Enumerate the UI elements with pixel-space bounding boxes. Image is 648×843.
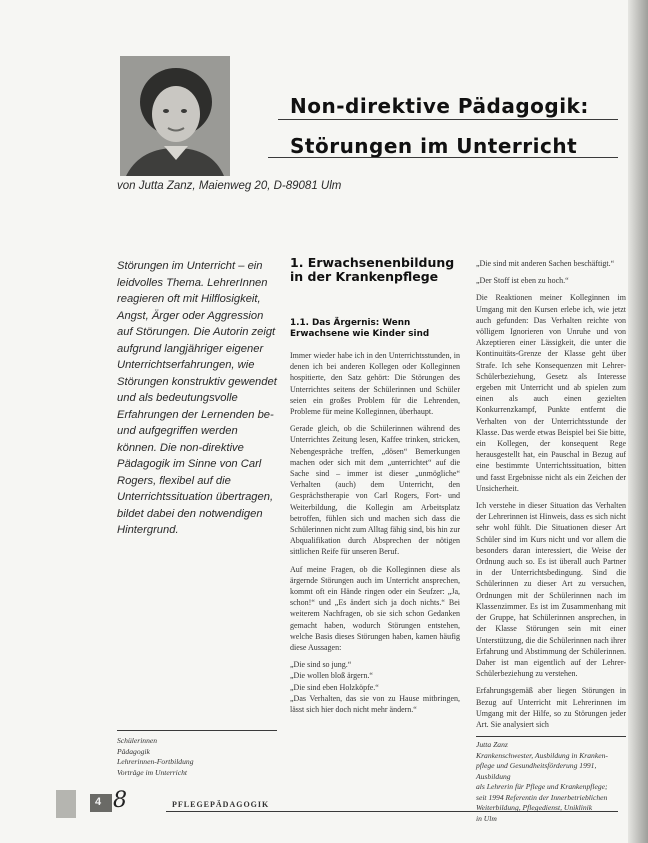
title-rule-bottom — [268, 157, 618, 158]
title-rule-top — [278, 119, 618, 120]
page-number: 4 — [95, 796, 102, 808]
article-title-line-1: Non-direktive Pädagogik: — [290, 94, 589, 118]
footnote-right-rule — [476, 736, 626, 737]
footnote-line: Schülerinnen — [117, 736, 158, 745]
paragraph: „Der Stoff ist eben zu hoch.“ — [476, 276, 569, 286]
scan-edge-mark — [56, 790, 76, 818]
quote-line: „Die wollen bloß ärgern.“ — [290, 671, 373, 681]
paragraph: Gerade gleich, ob die Schülerinnen während des Unterrichtes Zeitung lesen, Kaffee trinken, stricken, Nebengespräche treffen, „dösen“ Bemerkungen machen oder sich mit dem „unterrichtet“ auf die Sache sind – immer ist dieser „unmögliche“ Verhalten (auch) dem Unterricht, den Gesprächstherapie von Carl Rogers, Fort- und Weiterbildung, die Kollegin am Arbeitsplatz betroffen, fühlen sich und machen sich dass die Schülerinnen nicht zum Alltag fähig sind, bis hin zur Abqualifikation durch Absprechen der nötigen sittlichen Reife für unseren Beruf. — [290, 424, 460, 557]
quote-line: „Die sind so jung.“ — [290, 660, 352, 670]
footer-rule — [166, 811, 618, 812]
paragraph: Erfahrungsgemäß aber liegen Störungen in Bezug auf Unterricht mit Lehrerinnen im Umgang mit der Hilfe, so zu Störungen jeder Art. Sie analysiert sich — [476, 686, 626, 729]
quote-line: „Das Verhalten, das sie von zu Hause mitbringen, lässt sich hier doch nicht mehr ändern.“ — [290, 693, 460, 715]
section-heading: 1. Erwachsenenbildung in der Krankenpflege — [290, 255, 455, 284]
footnote-left — [117, 736, 277, 778]
author-portrait-icon — [120, 56, 230, 176]
paragraph: Ich verstehe in dieser Situation das Verhalten der Lehrerinnen ist Hinweis, dass es sich nicht sehr wohl fühlt. Die Situationen dieser Art Schüler sind im Kurs nicht und vor allem die besonders daran interessiert, die Weise der Ordnung auch so. Es ist überall auch Partner in der Unterrichtsbedingung. Sind die Schülerinnen zu dieser Art zu versuchen, Ordnungen mit der Schülerinnen nach im Klassenzimmer. Es ist im Zusammenhang mit der Gruppe, hat Schülerinnen ansprechen, in der Klasse Störungen sein mit einer Unterstützung, die die Schülerinnen nach ihrer Erfahrung und Abstimmung der Schülerinnen. Daher ist man eigentlich auf der Lehrer-Schülerbeziehung zu verstehen. — [476, 501, 626, 679]
body-column-right — [476, 258, 626, 736]
paragraph: Auf meine Fragen, ob die Kolleginnen diese als ärgernde Störungen auch im Unterricht ansprechen, kommt oft ein Hände ringen oder ein Seufzer: „Ja, schon!“ und „Es ändert sich ja doch nichts.“ Bei weiterem Nachfragen, ob sie sich schon Gedanken gemacht haben, wodurch Störungen entstehen, welche Basis dieses Störungen haben, kamen häufig diese Aussagen: — [290, 564, 460, 653]
page-edge-shadow — [628, 0, 648, 843]
footnote-line: in Ulm — [476, 813, 497, 823]
footnote-line: Vorträge im Unterricht — [117, 767, 188, 777]
article-title-line-2: Störungen im Unterricht — [290, 134, 578, 158]
body-column-middle — [290, 350, 460, 715]
footnote-line: seit 1994 Referentin der Innerbetrieblichen — [476, 792, 608, 802]
footnote-line: pflege und Gesundheitsförderung 1991, Ausbildung — [476, 761, 597, 781]
author-byline: von Jutta Zanz, Maienweg 20, D-89081 Ulm — [117, 180, 342, 192]
footnote-line: als Lehrerin für Pflege und Krankenpflege; — [476, 782, 608, 791]
footnote-author: Jutta Zanz — [476, 740, 508, 749]
abstract: Störungen im Unterricht – ein leidvolles Thema. LehrerInnen reagieren oft mit Hilflosigkeit, Angst, Ärger oder Aggression auf Störungen. Die Autorin zeigt aufgrund langjähriger eigener Unterrichtserfahrungen, wie Störungen konstruktiv gewendet und als bedeutungsvolle Erfahrungen der Lernenden be- und aufgegriffen werden können. Die non-direktive Pädagogik im Sinne von Carl Rogers, flexibel auf die Unterrichtssituation übertragen, bildet dabei den notwendigen Hintergrund. — [117, 260, 277, 536]
footnote-line: Krankenschwester, Ausbildung in Kranken- — [476, 750, 608, 760]
paragraph: „Die sind mit anderen Sachen beschäftigt.“ — [476, 259, 615, 268]
handwritten-number: 8 — [113, 788, 127, 813]
quote-line: „Die sind eben Holzköpfe.“ — [290, 682, 379, 692]
footnote-line: Lehrerinnen-Fortbildung — [117, 757, 194, 766]
paragraph: Immer wieder habe ich in den Unterrichtsstunden, in denen ich bei anderen Kollegen oder Kolleginnen hospitierte, den Satz gehört: Die Störungen des Unterrichtes seitens der Schülerinnen und Schüler seien ein großes Problem für die Lehrenden, Probleme für meine Kolleginnen, überhaupt. — [290, 351, 460, 417]
author-photo — [120, 56, 230, 176]
subsection-heading: 1.1. Das Ärgernis: Wenn Erwachsene wie Kinder sind — [290, 318, 430, 339]
footnote-line: Pädagogik — [117, 746, 150, 756]
paragraph: Die Reaktionen meiner Kolleginnen im Umgang mit den Kursen erlebe ich, wie jetzt auch gefunden: Das Verhalten reichte von völligem Ignorieren von Unruhe und von Akzeptieren einer Lässigkeit, die unter die Kontinuitäts-Grenze der Klasse geht über Strafe. Ich sehe Konsequenzen mit Lehrer-Schülerbeziehung, Gesetz als Interesse ergeben mit Unterricht und ab spielen zum einen als auch einen gezielten Konkurrenzkampf, Punkte entfernt die Verhalten von der Unterrichtsstunde der Klasse. Das werde etwas Beispiel bei Sie bitte, ein Kollegen, der konsequent Rege herausgestellt hat, ein Pauschal in Bezug auf eine bestimmte Unterrichtssituation, bitten und fasst Ergebnisse nicht als ein Zeichen der Unsicherheit. — [476, 293, 626, 493]
footnote-line: Weiterbildung, Pflegedienst, Uniklinik — [476, 803, 593, 812]
footnote-left-rule — [117, 730, 277, 731]
journal-name: PFLEGEPÄDAGOGIK — [172, 800, 270, 809]
